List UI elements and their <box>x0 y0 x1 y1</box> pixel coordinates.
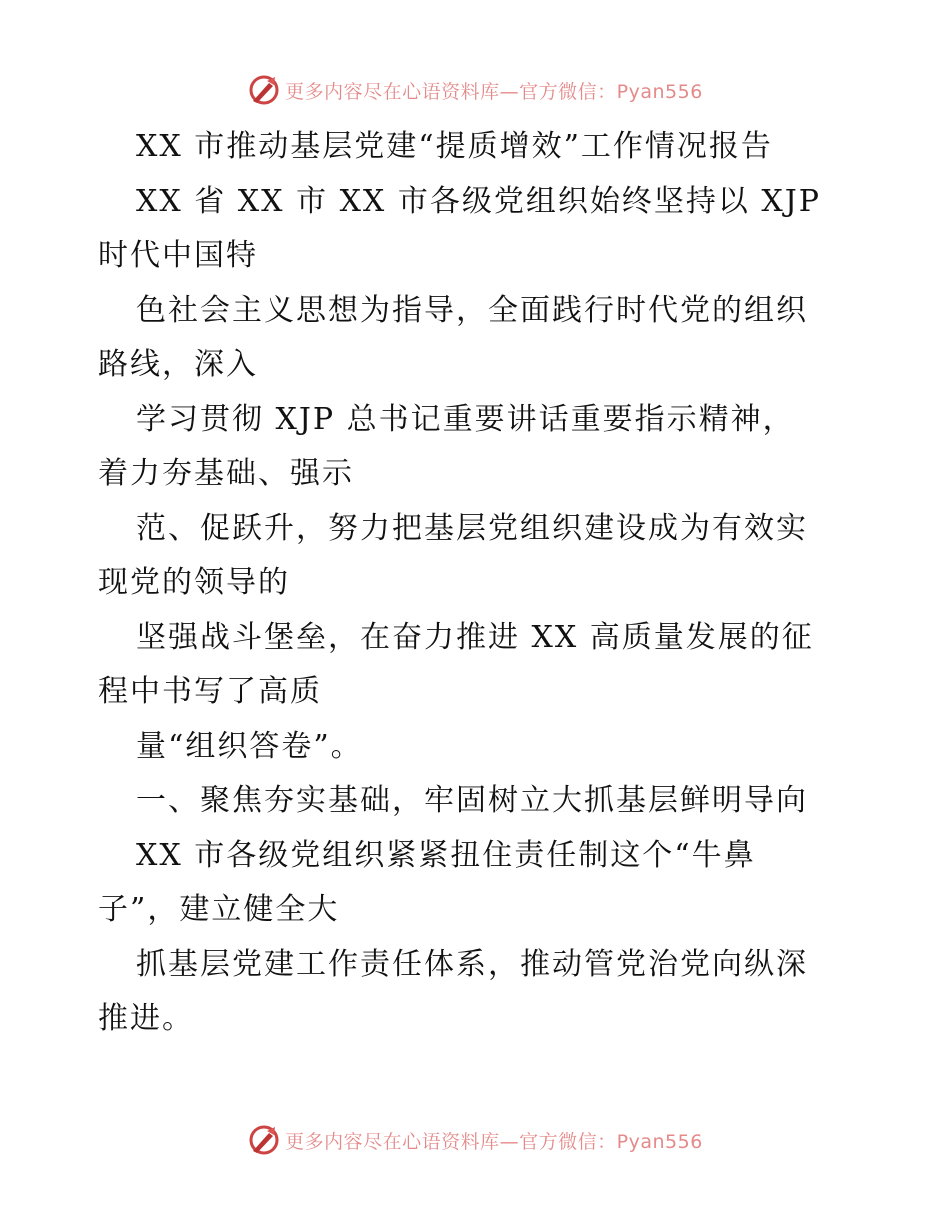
doc-line: 坚强战斗堡垒，在奋力推进 XX 高质量发展的征 <box>136 619 814 655</box>
document-body <box>98 120 858 1047</box>
doc-line: 推进。 <box>98 1001 194 1036</box>
doc-line: 量“组织答卷”。 <box>136 728 363 764</box>
doc-line: 色社会主义思想为指导，全面践行时代党的组织 <box>136 292 808 328</box>
doc-line: 着力夯基础、强示 <box>98 456 354 491</box>
doc-line: 时代中国特 <box>98 238 258 273</box>
doc-line: 范、促跃升，努力把基层党组织建设成为有效实 <box>136 510 808 546</box>
footer-watermark <box>0 1120 950 1160</box>
doc-line: 学习贯彻 XJP 总书记重要讲话重要指示精神， <box>136 401 795 437</box>
doc-line: 程中书写了高质 <box>98 674 322 709</box>
watermark-text: 更多内容尽在心语资料库—官方微信：Pyan556 <box>285 80 703 103</box>
doc-line: XX 市各级党组织紧紧扭住责任制这个“牛鼻 <box>136 837 756 873</box>
doc-line: 路线，深入 <box>98 347 258 382</box>
pen-logo-icon <box>247 73 281 107</box>
section-heading: 一、聚焦夯实基础，牢固树立大抓基层鲜明导向 <box>136 783 808 818</box>
pen-logo-icon <box>247 1123 281 1157</box>
watermark-text: 更多内容尽在心语资料库—官方微信：Pyan556 <box>285 1130 703 1153</box>
doc-line: XX 市推动基层党建“提质增效”工作情况报告 <box>136 129 773 164</box>
doc-line: 子”，建立健全大 <box>98 892 340 927</box>
doc-line: XX 省 XX 市 XX 市各级党组织始终坚持以 XJP <box>136 183 821 219</box>
doc-line: 现党的领导的 <box>98 565 290 600</box>
doc-line: 抓基层党建工作责任体系，推动管党治党向纵深 <box>136 946 808 982</box>
header-watermark <box>0 70 950 110</box>
